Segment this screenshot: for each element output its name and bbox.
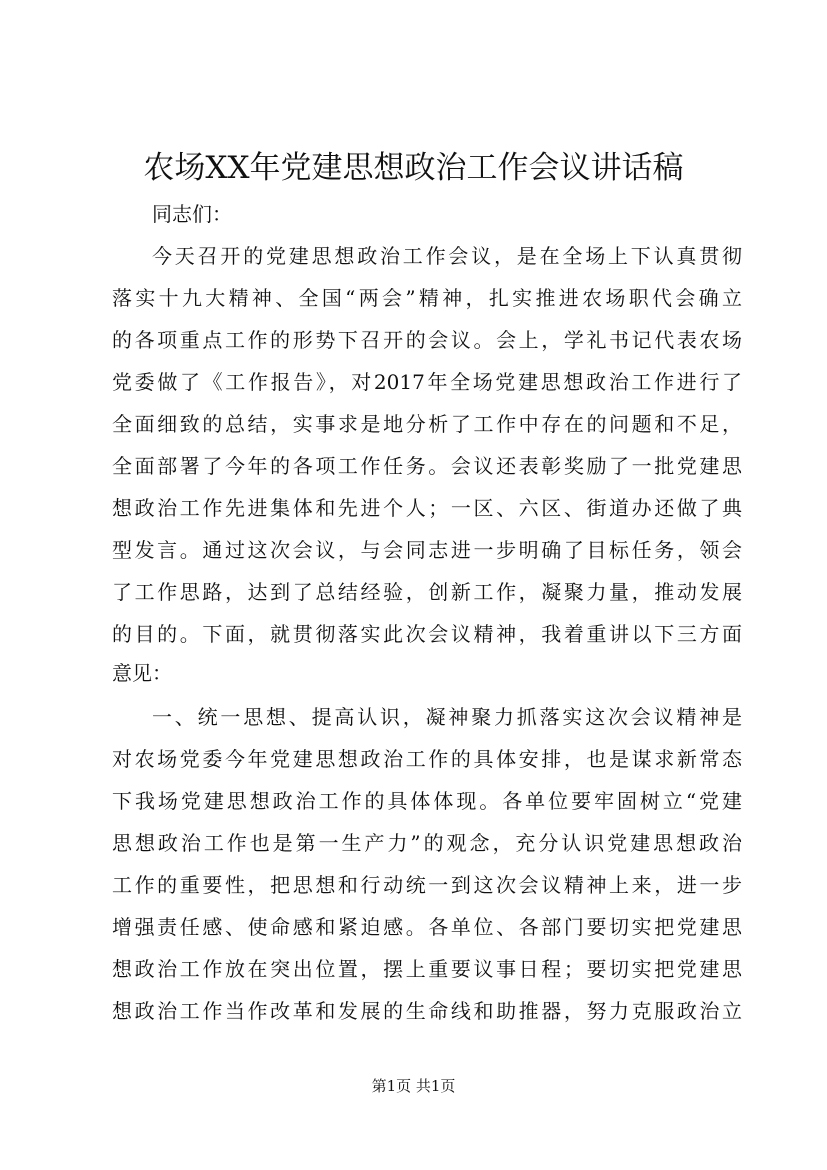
- paragraph-line: 想政治工作先进集体和先进个人；一区、六区、街道办还做了典: [112, 496, 742, 520]
- paragraph-line: 增强责任感、使命感和紧迫感。各单位、各部门要切实把党建思: [112, 915, 742, 939]
- paragraph-line: 今天召开的党建思想政治工作会议，是在全场上下认真贯彻: [152, 244, 742, 268]
- paragraph-line: 一、统一思想、提高认识，凝神聚力抓落实这次会议精神是: [152, 705, 742, 729]
- paragraph-line: 的目的。下面，就贯彻落实此次会议精神，我着重讲以下三方面: [112, 622, 742, 646]
- paragraph-line: 落实十九大精神、全国“两会”精神，扎实推进农场职代会确立: [112, 286, 742, 310]
- paragraph-line: 想政治工作放在突出位置，摆上重要议事日程；要切实把党建思: [112, 957, 742, 981]
- paragraph-line: 下我场党建思想政治工作的具体体现。各单位要牢固树立“党建: [112, 789, 742, 813]
- page-number-footer: 第1页 共1页: [371, 1077, 456, 1095]
- paragraph-line: 全面部署了今年的各项工作任务。会议还表彰奖励了一批党建思: [112, 454, 742, 478]
- paragraph-line: 了工作思路，达到了总结经验，创新工作，凝聚力量，推动发展: [112, 580, 742, 604]
- paragraph-line: 思想政治工作也是第一生产力”的观念，充分认识党建思想政治: [112, 831, 742, 855]
- salutation: 同志们：: [152, 202, 232, 226]
- paragraph-line: 想政治工作当作改革和发展的生命线和助推器，努力克服政治立: [112, 999, 742, 1023]
- paragraph-line: 工作的重要性，把思想和行动统一到这次会议精神上来，进一步: [112, 873, 742, 897]
- paragraph-line: 的各项重点工作的形势下召开的会议。会上，学礼书记代表农场: [112, 328, 742, 352]
- document-title: 农场XX年党建思想政治工作会议讲话稿: [143, 150, 684, 186]
- paragraph-line: 意见：: [112, 661, 172, 685]
- paragraph-line: 对农场党委今年党建思想政治工作的具体安排，也是谋求新常态: [112, 747, 742, 771]
- paragraph-line: 全面细致的总结，实事求是地分析了工作中存在的问题和不足，: [112, 412, 742, 436]
- paragraph-line: 党委做了《工作报告》，对2017年全场党建思想政治工作进行了: [112, 370, 742, 394]
- paragraph-line: 型发言。通过这次会议，与会同志进一步明确了目标任务，领会: [112, 538, 742, 562]
